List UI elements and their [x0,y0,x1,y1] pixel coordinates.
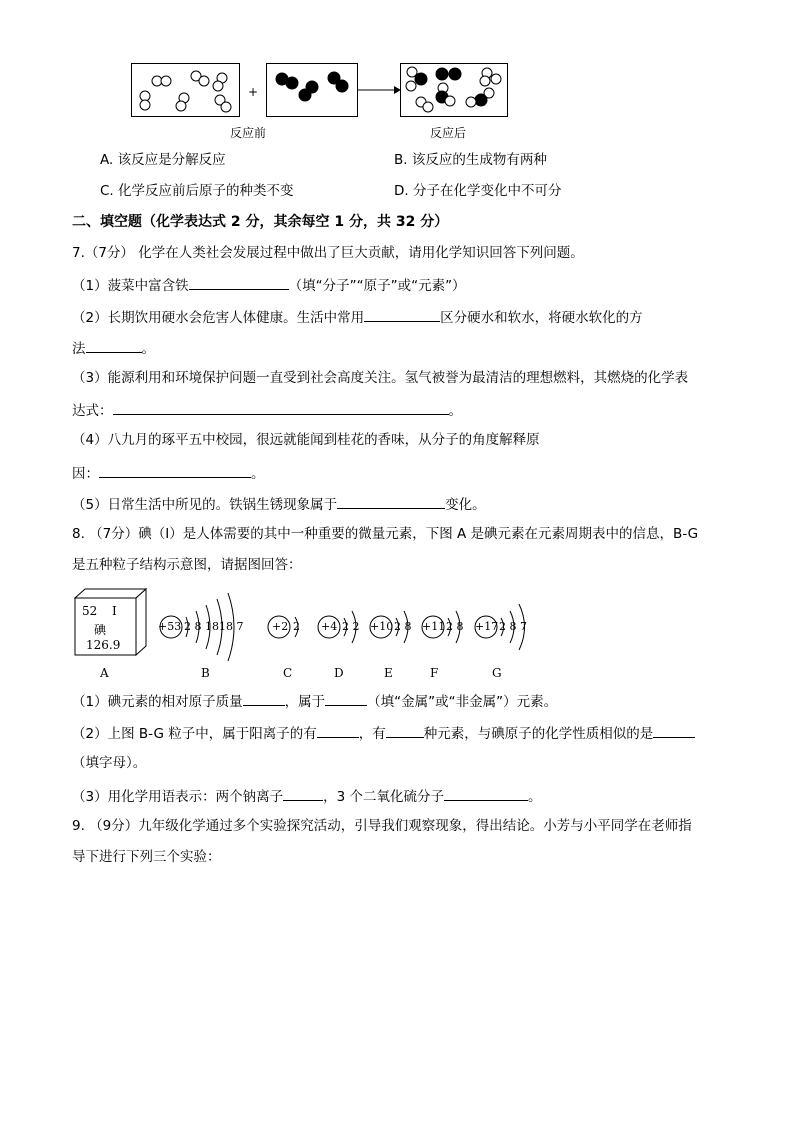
label-b: B [201,666,210,680]
particle-b-electrons: 2 8 1818 7 [184,620,244,633]
q8-p2-text-2: ，有 [358,726,386,742]
particle-g-electrons: 2 8 7 [499,620,527,633]
particle-b-nucleus: +53 [158,620,182,633]
q8-p1-text: （1）碘元素的相对原子质量 [72,694,243,710]
q7-p1-text: （1）菠菜中富含铁 [72,278,189,294]
black-molecules-image [267,64,357,116]
q7-p2-text-3: 法 [72,341,86,357]
q8-blank-2[interactable] [325,692,367,706]
white-molecules-image [132,64,239,116]
q7-p2-text-4: 。 [141,341,155,357]
q7-p3-text-2: 。 [448,403,462,419]
q8-part3 [72,787,541,805]
label-g: G [492,666,502,680]
q7-blank-2[interactable] [364,308,440,322]
q7-part3: （3）能源利用和环境保护问题一直受到社会高度关注。氢气被誉为最清洁的理想燃料，其燃烧的化学表 [72,370,689,386]
q7-part5 [72,495,486,513]
q8-stem-1: 8. （7分）碘（I）是人体需要的其中一种重要的微量元素，下图 A 是碘元素在元素周期表中的信息，B-G [72,526,699,542]
q8-blank-7[interactable] [444,787,528,801]
label-a: A [100,666,109,680]
q8-stem-2: 是五种粒子结构示意图，请据图回答： [72,557,302,573]
q7-p5-text: （5）日常生活中所见的。铁锅生锈现象属于 [72,497,338,513]
q8-p3-text-3: 。 [527,789,542,805]
label-e: E [384,666,393,680]
particle-f-nucleus: +11 [422,620,446,633]
particle-c-electrons: 2 [293,620,300,633]
q7-blank-5[interactable] [99,464,251,478]
q7-part2 [72,308,643,326]
particle-c-nucleus: +2 [272,620,289,633]
label-f: F [430,666,439,680]
q7-p4-text: 因： [72,466,99,482]
q7-stem: 7.（7分） 化学在人类社会发展过程中做出了巨大贡献，请用化学知识回答下列问题。 [72,245,584,261]
q8-p1-text-3: （填“金属”或“非金属”）元素。 [367,694,558,710]
particle-d-nucleus: +4 [321,620,338,633]
particle-e-nucleus: +10 [370,620,394,633]
mixed-molecules-image [401,64,507,116]
option-b[interactable]: B. 该反应的生成物有两种 [394,152,547,168]
q8-p3-text-2: ，3 个二氧化硫分子 [323,789,444,805]
q8-blank-1[interactable] [243,692,285,706]
after-label: 反应后 [430,126,467,140]
section-title: 二、填空题（化学表达式 2 分，其余每空 1 分，共 32 分） [72,214,449,230]
q7-part4: （4）八九月的琢平五中校园，很远就能闻到桂花的香味，从分子的角度解释原 [72,432,540,448]
particle-e-electrons: 2 8 [394,620,412,633]
atomic-number: 52 [82,604,98,618]
q7-part3-cont [72,401,462,419]
q7-blank-1[interactable] [189,276,289,290]
q7-part2-cont [72,339,155,357]
reaction-arrow [358,84,402,96]
q7-p2-text-2: 区分硬水和软水，将硬水软化的方 [440,310,643,326]
before-box-1 [131,63,240,117]
q8-part2 [72,724,695,742]
q8-blank-6[interactable] [283,787,323,801]
after-box [400,63,508,117]
before-box-2 [266,63,358,117]
q7-p1-text-2: （填“分子”“原子”或“元素”） [288,278,466,294]
q7-part4-cont [72,464,265,482]
q8-p2-text: （2）上图 B-G 粒子中，属于阳离子的有 [72,726,317,742]
q8-blank-4[interactable] [386,724,424,738]
particle-g-nucleus: +17 [475,620,499,633]
before-label: 反应前 [230,126,267,140]
q7-part1 [72,276,466,294]
option-a[interactable]: A. 该反应是分解反应 [100,152,226,168]
particle-f-electrons: 2 8 [446,620,464,633]
particle-d-electrons: 2 2 [342,620,360,633]
q7-p4-text-2: 。 [251,466,265,482]
element-symbol: I [112,604,117,618]
q9-stem-2: 导下进行下列三个实验： [72,849,221,865]
q8-p1-text-2: ，属于 [284,694,326,710]
q8-p2-text-3: 种元素，与碘原子的化学性质相似的是 [423,726,654,742]
q8-part2-cont: （填字母）。 [72,755,147,771]
q7-p3-text: 达式： [72,403,113,419]
label-c: C [283,666,293,680]
q8-part1 [72,692,557,710]
q8-blank-5[interactable] [653,724,695,738]
q7-blank-4[interactable] [113,401,449,415]
q7-p2-text: （2）长期饮用硬水会危害人体健康。生活中常用 [72,310,365,326]
q7-blank-6[interactable] [337,495,445,509]
q8-blank-3[interactable] [317,724,359,738]
plus-sign: + [248,85,259,99]
option-d[interactable]: D. 分子在化学变化中不可分 [394,183,562,199]
element-name: 碘 [94,623,107,637]
label-d: D [334,666,344,680]
option-c[interactable]: C. 化学反应前后原子的种类不变 [100,183,294,199]
q9-stem-1: 9. （9分）九年级化学通过多个实验探究活动，引导我们观察现象，得出结论。小芳与小平同学在老师指 [72,818,692,834]
q8-p3-text: （3）用化学用语表示：两个钠离子 [72,789,284,805]
atomic-mass: 126.9 [86,638,121,652]
q7-p5-text-2: 变化。 [445,497,486,513]
q7-blank-3[interactable] [86,339,142,353]
